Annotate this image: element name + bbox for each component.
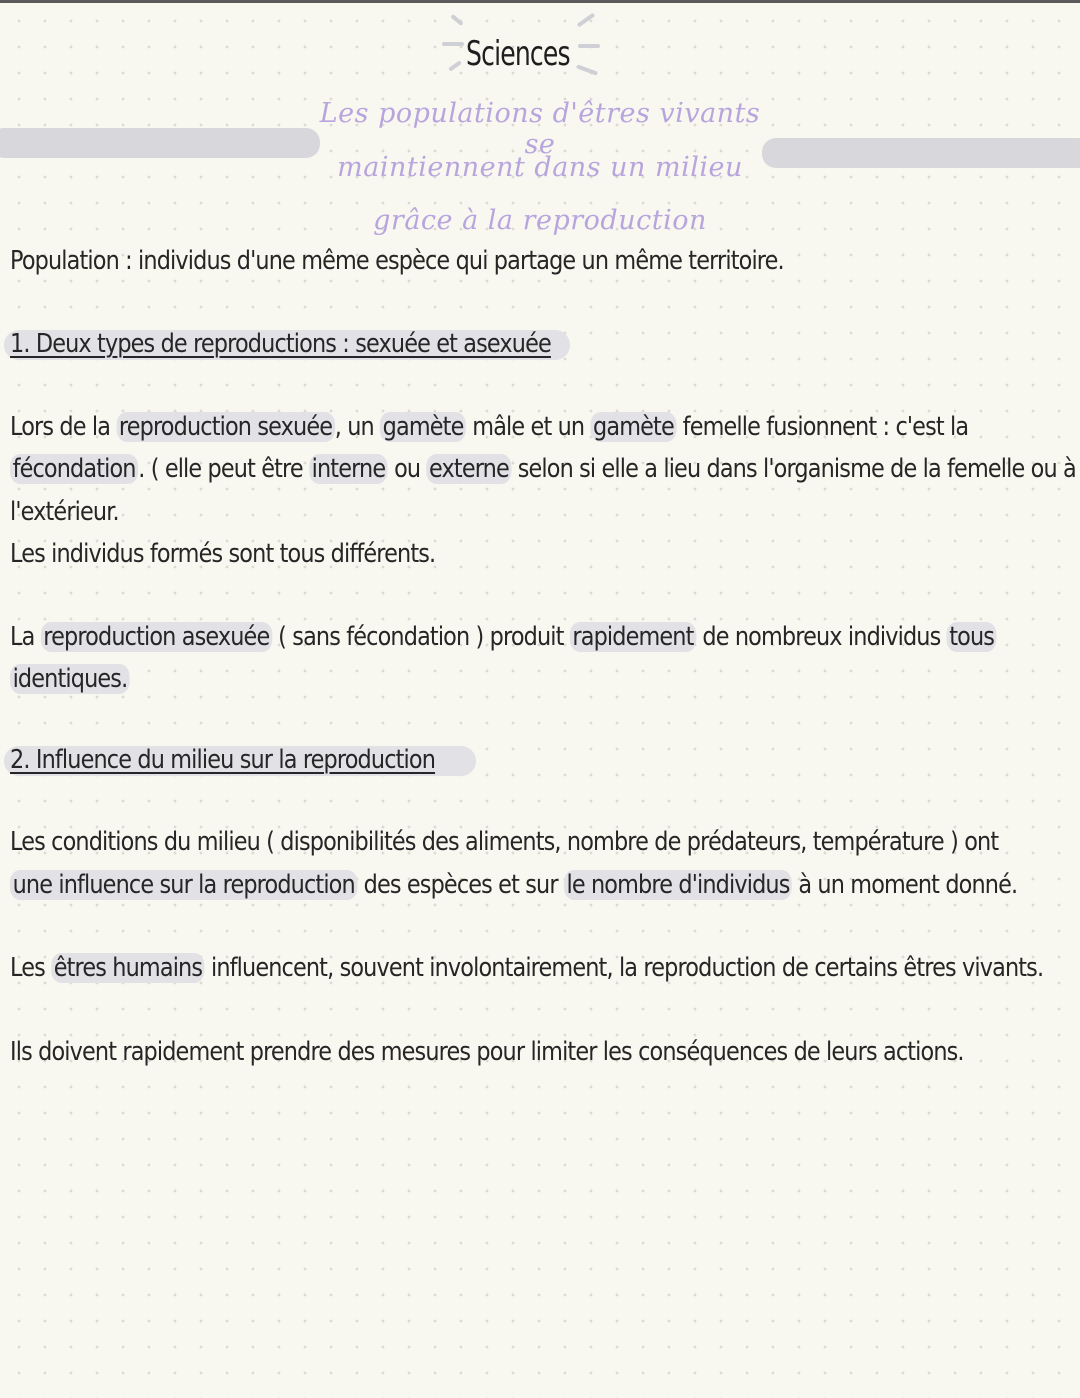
paragraph-line: Les êtres humains influencent, souvent involontairement, la reproduction de certains êtres vivants. bbox=[10, 953, 1044, 983]
decorative-bar-right bbox=[762, 138, 1080, 168]
decorative-bar-left bbox=[0, 128, 320, 158]
paragraph-line: Lors de la reproduction sexuée, un gamète mâle et un gamète femelle fusionnent : c'est la bbox=[10, 412, 969, 442]
population-definition: Population : individus d'une même espèce qui partage un même territoire. bbox=[10, 246, 784, 276]
top-border bbox=[0, 0, 1080, 3]
page-title: Sciences bbox=[466, 34, 570, 74]
paragraph-line: Ils doivent rapidement prendre des mesures pour limiter les conséquences de leurs actions. bbox=[10, 1037, 964, 1067]
paragraph-line: fécondation. ( elle peut être interne ou externe selon si elle a lieu dans l'organisme de la femelle ou à bbox=[10, 454, 1076, 484]
title-ray-icon bbox=[577, 13, 596, 28]
paragraph-line: La reproduction asexuée ( sans fécondation ) produit rapidement de nombreux individus tous bbox=[10, 622, 997, 652]
subtitle-line: maintiennent dans un milieu bbox=[337, 152, 743, 183]
paragraph-line: une influence sur la reproduction des espèces et sur le nombre d'individus à un moment donné. bbox=[10, 870, 1017, 900]
title-ray-icon bbox=[448, 60, 462, 71]
paragraph-line: Les individus formés sont tous différents. bbox=[10, 539, 436, 569]
title-block bbox=[430, 12, 610, 78]
title-ray-icon bbox=[578, 44, 600, 48]
title-ray-icon bbox=[442, 42, 464, 46]
section-heading-1: 1. Deux types de reproductions : sexuée et asexuée bbox=[10, 329, 551, 359]
section-heading-2: 2. Influence du milieu sur la reproduction bbox=[10, 745, 436, 775]
title-ray-icon bbox=[576, 64, 598, 75]
paragraph-line: l'extérieur. bbox=[10, 497, 119, 527]
title-ray-icon bbox=[450, 14, 463, 26]
paragraph-line: Les conditions du milieu ( disponibilités des aliments, nombre de prédateurs, température ) ont bbox=[10, 827, 999, 857]
subtitle-line: grâce à la reproduction bbox=[373, 205, 707, 236]
subtitle-line: Les populations d'êtres vivants se bbox=[319, 98, 761, 160]
paragraph-line: identiques. bbox=[10, 664, 130, 694]
